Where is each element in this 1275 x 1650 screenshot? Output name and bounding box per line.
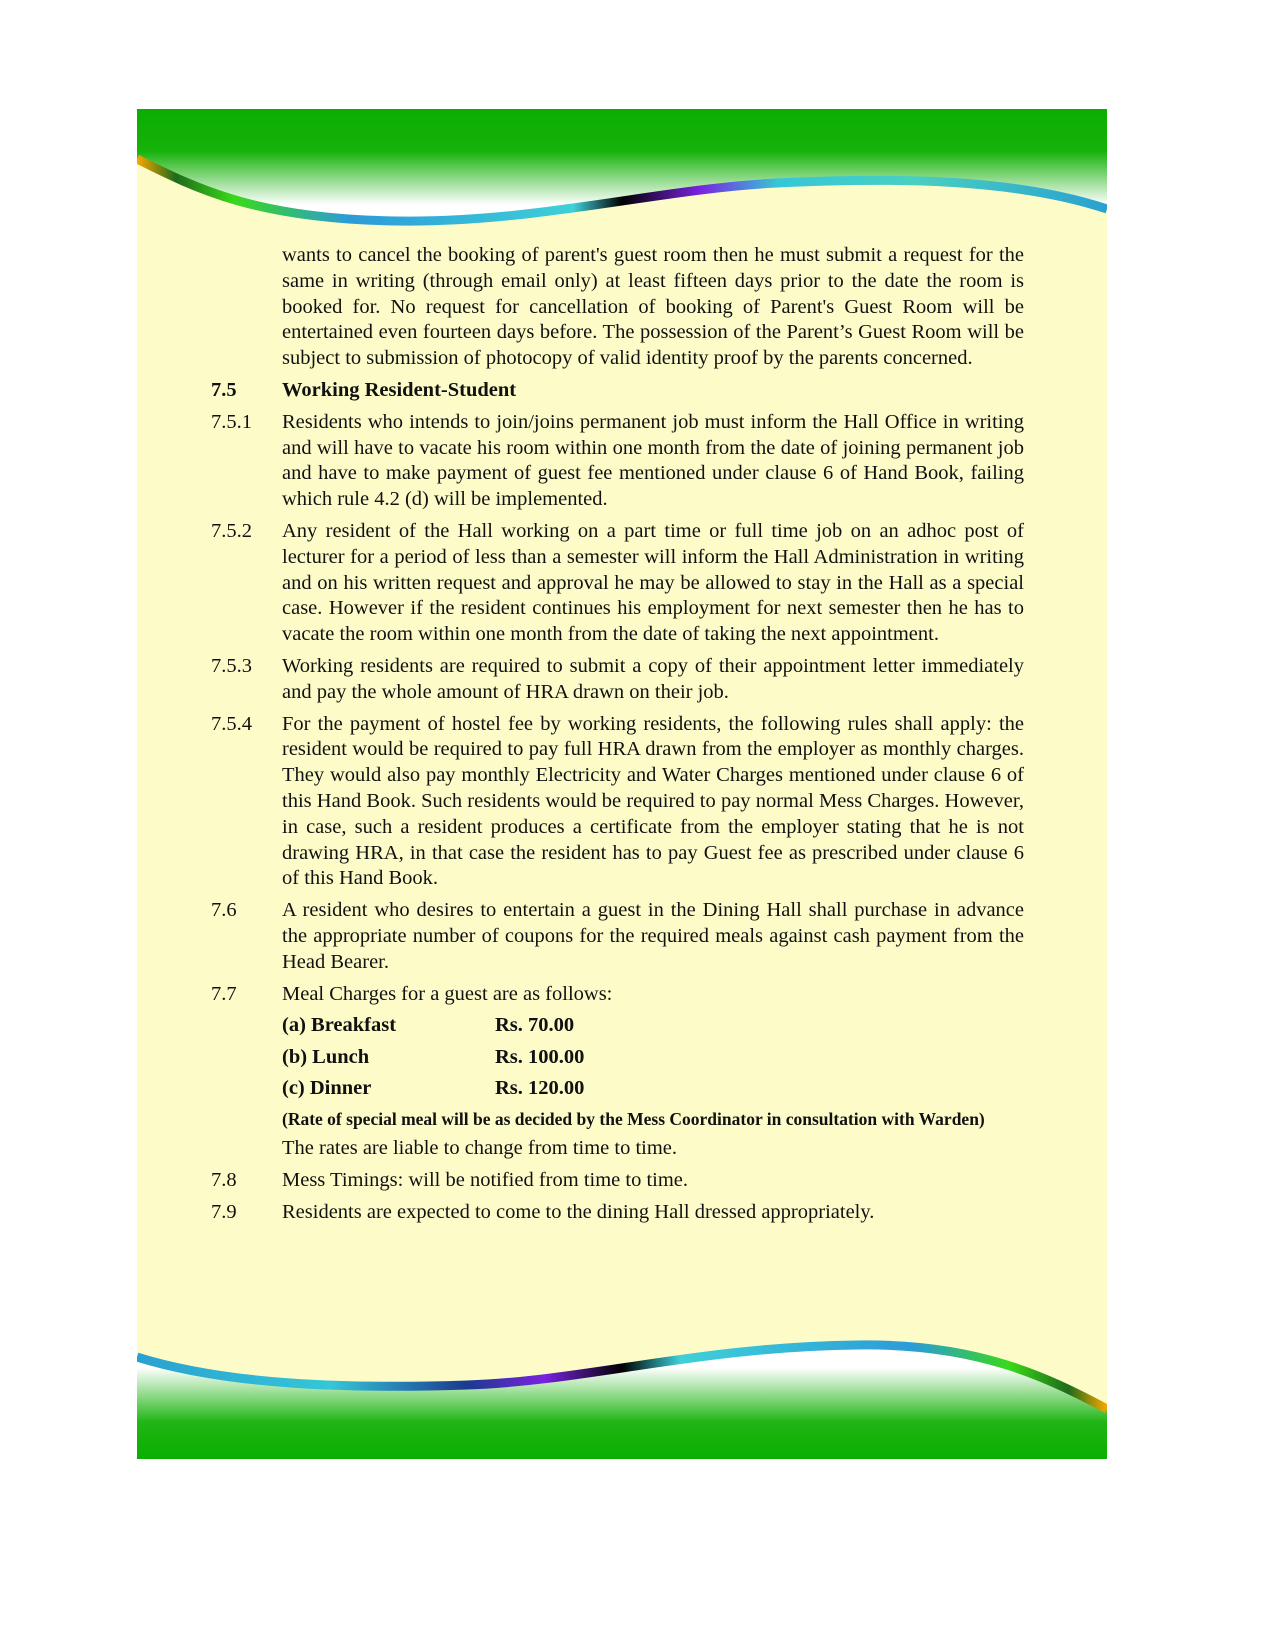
document-page xyxy=(137,109,1107,1459)
section-text: For the payment of hostel fee by working residents, the following rules shall apply: the resident would be required to pay full HRA drawn from the employer as monthly charges. They would also pay monthly Electricity and Water Charges mentioned under clause 6 of this Hand Book. Such residents would be required to pay normal Mess Charges. However, in case, such a resident produces a certificate from the employer stating that he is not drawing HRA, in that case the resident has to pay Guest fee as prescribed under clause 6 of this Hand Book. xyxy=(282,712,1024,890)
section-number: 7.5.2 xyxy=(211,519,252,542)
bottom-banner-wave xyxy=(137,1337,1107,1459)
section-number: 7.9 xyxy=(211,1200,237,1223)
section-7-6 xyxy=(211,898,1024,975)
section-number: 7.5.4 xyxy=(211,712,252,735)
section-number: 7.5 xyxy=(211,378,237,401)
meal-label: (b) Lunch xyxy=(282,1045,370,1068)
section-number: 7.8 xyxy=(211,1169,237,1191)
document-content xyxy=(211,243,1024,1232)
section-7-5-2 xyxy=(211,519,1024,648)
meal-charge-breakfast xyxy=(211,1013,1024,1039)
section-7-5-4 xyxy=(211,712,1024,893)
section-text: Meal Charges for a guest are as follows: xyxy=(282,982,613,1005)
meal-price: Rs. 70.00 xyxy=(495,1014,575,1037)
section-number: 7.6 xyxy=(211,899,237,922)
intro-paragraph: wants to cancel the booking of parent's guest room then he must submit a request for the same in writing (through email only) at least fifteen days prior to the date the room is booked for. No request for cancellation of booking of Parent's Guest Room will be entertained even fourteen days before. The possession of the Parent’s Guest Room will be subject to submission of photocopy of valid identity proof by the parents concerned. xyxy=(282,244,1024,370)
section-text: Mess Timings: will be notified from time to time. xyxy=(282,1169,689,1191)
section-number: 7.7 xyxy=(211,982,237,1005)
meal-charge-dinner xyxy=(211,1076,1024,1102)
meal-label: (c) Dinner xyxy=(282,1076,372,1099)
section-7-5 xyxy=(211,378,1024,404)
section-number: 7.5.3 xyxy=(211,654,252,677)
section-text: Residents who intends to join/joins permanent job must inform the Hall Office in writing and will have to vacate his room within one month from the date of joining permanent job and have to make payment of guest fee mentioned under clause 6 of Hand Book, failing which rule 4.2 (d) will be implemented. xyxy=(282,410,1024,511)
section-7-8 xyxy=(211,1168,1024,1194)
meal-price: Rs. 100.00 xyxy=(495,1045,585,1068)
rates-note: The rates are liable to change from time to time. xyxy=(282,1137,678,1160)
section-text: Any resident of the Hall working on a part time or full time job on an adhoc post of lecturer for a period of less than a semester will inform the Hall Administration in writing and on his written request and approval he may be allowed to stay in the Hall as a special case. However if the resident continues his employment for next semester then he has to vacate the room within one month from the date of taking the next appointment. xyxy=(282,519,1024,646)
section-text: A resident who desires to entertain a guest in the Dining Hall shall purchase in advance the appropriate number of coupons for the required meals against cash payment from the Head Bearer. xyxy=(282,899,1024,973)
meal-price: Rs. 120.00 xyxy=(495,1076,585,1099)
meal-charge-lunch xyxy=(211,1045,1024,1071)
special-meal-note: (Rate of special meal will be as decided by the Mess Coordinator in consultation with Warden) xyxy=(282,1109,985,1130)
section-7-5-1 xyxy=(211,410,1024,513)
section-heading: Working Resident-Student xyxy=(282,378,517,401)
section-7-7 xyxy=(211,982,1024,1008)
section-number: 7.5.1 xyxy=(211,410,252,433)
meal-label: (a) Breakfast xyxy=(282,1014,397,1037)
section-text: Working residents are required to submit a copy of their appointment letter immediately and pay the whole amount of HRA drawn on their job. xyxy=(282,654,1024,703)
section-7-5-3 xyxy=(211,654,1024,706)
top-banner-wave xyxy=(137,109,1107,229)
section-7-9 xyxy=(211,1200,1024,1226)
section-text: Residents are expected to come to the dining Hall dressed appropriately. xyxy=(282,1200,875,1223)
